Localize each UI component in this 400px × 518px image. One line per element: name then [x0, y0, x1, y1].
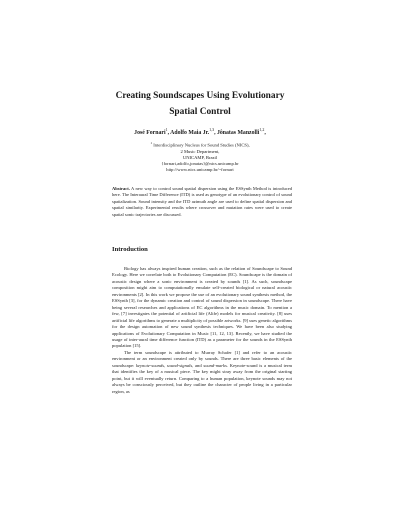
author-affiliation-mark: 1,3: [209, 127, 215, 132]
affiliation-line: UNICAMP, Brazil: [182, 154, 218, 160]
author-affiliation-mark: 1: [165, 127, 168, 132]
author-list: José Fornari$^1$, Adolfo Maia Jr.$^{1,3}$, Jônatas Manzolli$^{1,2}$,: [134, 127, 266, 136]
affiliation-email: {fornari,adolfo,jonatas}@nics.unicamp.br: [161, 161, 239, 167]
author-name: Adolfo Maia Jr.: [170, 129, 210, 136]
affiliation-line: $^1$ Interdisciplinary Nucleus for Sound Studies (NICS),: [150, 141, 250, 148]
paragraph: The term soundscape is attributed to Murray Schafer [1] and refer to an acoustic environment or an environment created only by sounds. There are three basic elements of the soundscape: keynote-sounds, sound-signals, and sound-marks. Keynote-sound is a musical term that identifies the key of a musical piece. The key might stray away from the original starting point, but it will eventually return. Comparing to a human population, keynote sounds may not always be consciously perceived, but they outline the character of people living in a particular region, as: [112, 349, 292, 394]
abstract-label: Abstract.: [112, 186, 130, 191]
affiliation-url: http://www.nics.unicamp.br/~fornari: [166, 167, 234, 173]
body-text: [112, 266, 292, 395]
author-affiliation-mark: 1,2: [259, 127, 265, 132]
affiliation-mark: 1: [150, 141, 153, 145]
paper-title-line-2: Spatial Control: [169, 107, 231, 117]
author-name: Jônatas Manzolli: [217, 129, 260, 136]
author-name: José Fornari: [134, 129, 166, 136]
affiliation-block: [0, 140, 400, 174]
abstract: [112, 186, 292, 218]
section-heading: Introduction: [112, 246, 148, 253]
abstract-text: A new way to control sound spatial dispersion using the ESSynth Method is introduced here. The Interaural Time Difference (ITD) is used as genotype of an evolutionary control of sound spatialization. Sound intensity and the ITD azimuth angle are used to define spatial dispersion and spatial similarity. Experimental results where crossover and mutation rates were used to create spatial sonic trajectories are discussed.: [112, 186, 292, 217]
paper-title-line-1: Creating Soundscapes Using Evolutionary: [115, 91, 285, 101]
paragraph: Biology has always inspired human creation, such as the relation of Soundscape to Sound Ecology. Here we correlate both to Evolutionary Computation (EC). Soundscape is the domain of acoustic design where a sonic environment is created by sounds [1]. As such, soundscape composition might aim to computationally emulate self-created biological or natural acoustic environments [2]. In this work we propose the use of an evolutionary sound synthesis method, the ESSynth [3], for the dynamic creation and control of sound dispersion in soundscape. There have being several researches and applications of EC algorithms in the music domain. To mention a few, [7] investigates the potential of artificial life (Alife) models for musical creativity. [8] uses artificial life algorithms to generate a multiplicity of possible artworks. [9] uses genetic algorithms for the design automation of new sound synthesis techniques. We have been also studying applications of Evolutionary Computation in Music [11, 12, 13]. Recently, we have studied the usage of inter-aural time difference function (ITD) as a parameter for the sounds in the ESSynth population [15].: [112, 266, 292, 349]
affiliation-line: 2 Music Department,: [180, 148, 220, 154]
